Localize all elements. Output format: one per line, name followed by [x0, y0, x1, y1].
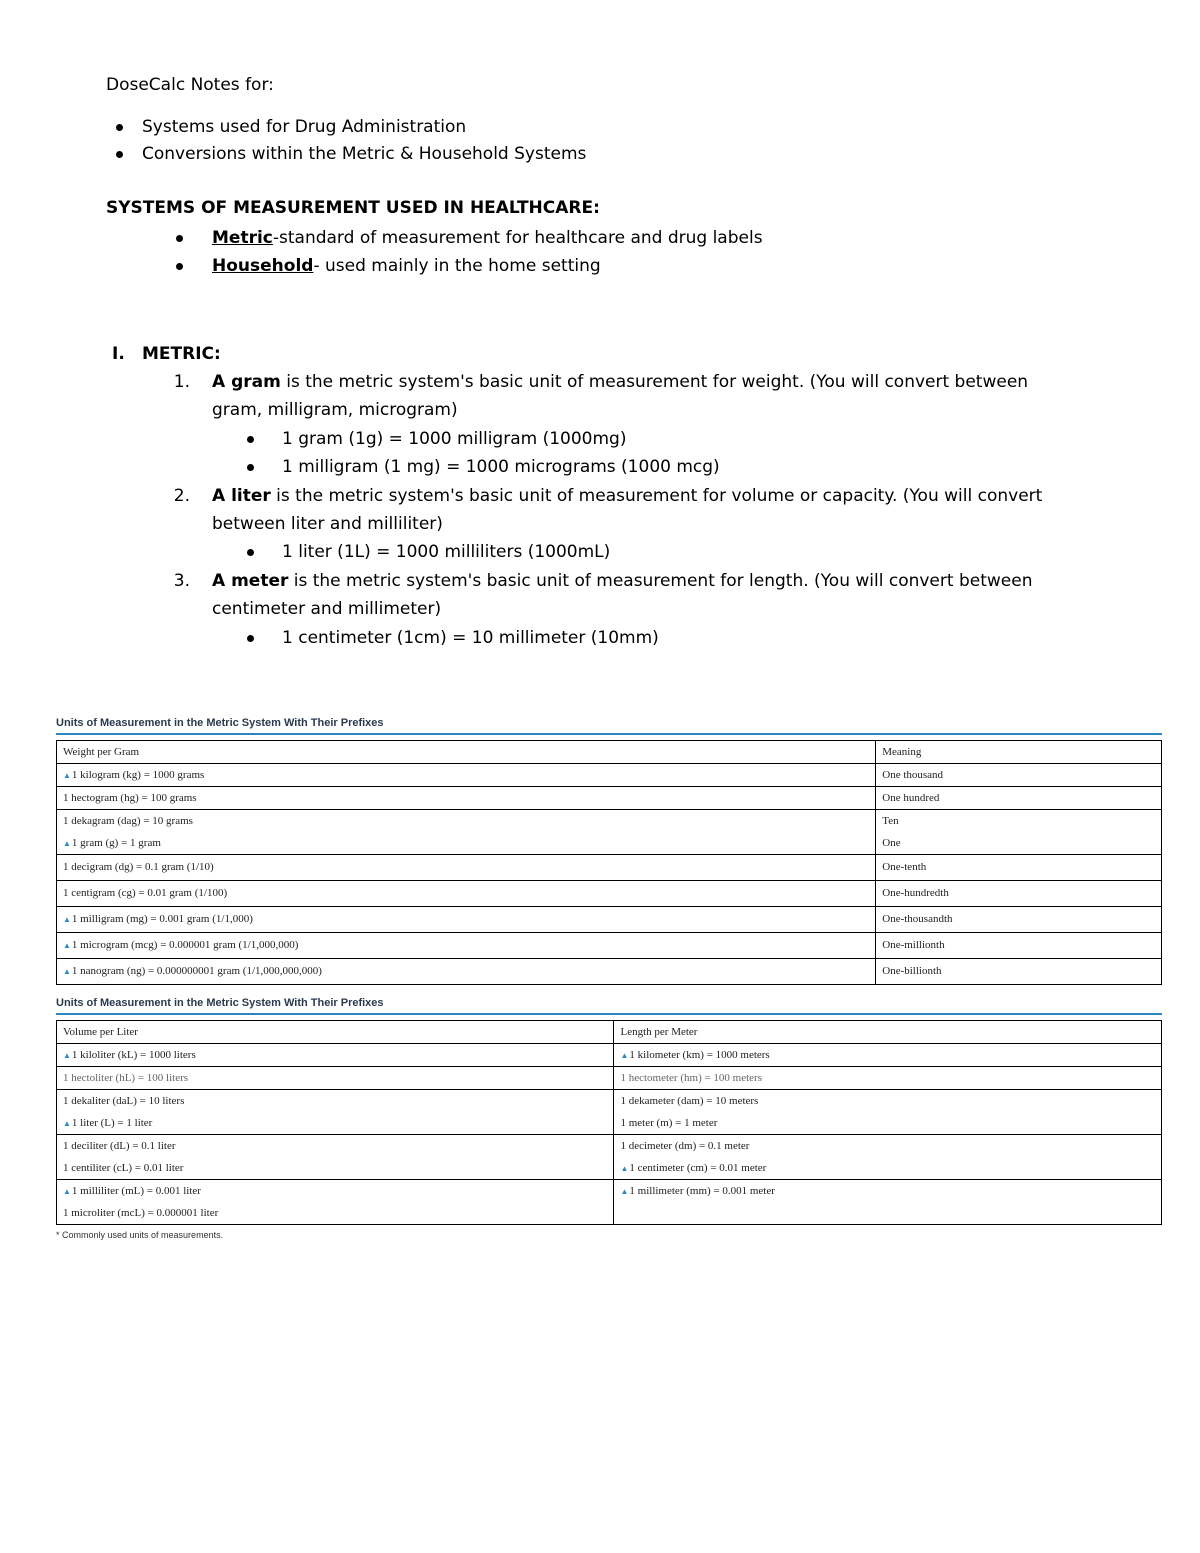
- conversion-line: 1 gram (1g) = 1000 milligram (1000mg): [282, 429, 627, 449]
- section-numeral: I.: [112, 344, 125, 364]
- table-cell: 1 hectometer (hm) = 100 meters: [620, 1072, 763, 1084]
- common-unit-marker-icon: ▲: [63, 967, 71, 976]
- metric-item-line: centimeter and millimeter): [212, 599, 442, 619]
- table-cell: 1 hectoliter (hL) = 100 liters: [63, 1072, 189, 1084]
- table-cell: 1 microliter (mcL) = 0.000001 liter: [63, 1207, 219, 1219]
- table-cell: 1 centimeter (cm) = 0.01 meter: [629, 1162, 767, 1174]
- table-cell: One thousand: [882, 769, 944, 781]
- systems-term: Metric: [212, 228, 273, 248]
- table-cell: One-billionth: [882, 965, 942, 977]
- conversion-line: 1 liter (1L) = 1000 milliliters (1000mL): [282, 542, 611, 562]
- table-cell: One-tenth: [882, 861, 927, 873]
- table-cell: 1 decimeter (dm) = 0.1 meter: [620, 1140, 750, 1152]
- systems-term: Household: [212, 256, 314, 276]
- table-row: [57, 1044, 1162, 1067]
- table-row: [57, 1067, 1162, 1090]
- common-unit-marker-icon: ▲: [63, 839, 71, 848]
- column-header: Length per Meter: [620, 1026, 698, 1038]
- table-cell: Ten: [882, 815, 899, 827]
- conversion-line: 1 milligram (1 mg) = 1000 micrograms (1000 mcg): [282, 457, 720, 477]
- table2-rule: [56, 1013, 1162, 1015]
- table-cell: 1 gram (g) = 1 gram: [71, 837, 161, 849]
- table-row: [57, 881, 1162, 907]
- table-row: [57, 787, 1162, 810]
- table-cell: 1 kilometer (km) = 1000 meters: [629, 1049, 770, 1061]
- metric-text: is the metric system's basic unit of measurement for length. (You will convert between: [288, 571, 1033, 591]
- table-cell: 1 liter (L) = 1 liter: [71, 1117, 153, 1129]
- common-unit-marker-icon: ▲: [620, 1051, 629, 1060]
- volume-length-table: [56, 1020, 1162, 1225]
- table-cell: [620, 1202, 1155, 1224]
- table-cell: One-millionth: [882, 939, 945, 951]
- systems-item: [212, 228, 763, 248]
- common-unit-marker-icon: ▲: [620, 1164, 629, 1173]
- bullet-icon: [247, 436, 254, 443]
- common-unit-marker-icon: ▲: [63, 1187, 71, 1196]
- column-header: Volume per Liter: [63, 1026, 138, 1038]
- common-unit-marker-icon: ▲: [63, 915, 71, 924]
- common-unit-marker-icon: ▲: [620, 1187, 629, 1196]
- bullet-icon: [247, 549, 254, 556]
- bullet-icon: [116, 151, 123, 158]
- column-header: Weight per Gram: [63, 746, 140, 758]
- metric-term: A meter: [212, 571, 289, 591]
- header-bullet: Systems used for Drug Administration: [142, 117, 467, 137]
- table-cell: 1 millimeter (mm) = 0.001 meter: [629, 1185, 775, 1197]
- table-cell: 1 nanogram (ng) = 0.000000001 gram (1/1,000,000,000): [71, 965, 322, 977]
- item-number: 1.: [173, 372, 190, 392]
- metric-item-line: [212, 372, 1028, 392]
- metric-item-line: between liter and milliliter): [212, 514, 443, 534]
- metric-item-line: [212, 486, 1042, 506]
- table-header-row: [57, 1021, 1162, 1044]
- table-row: [57, 1090, 1162, 1135]
- table-row: [57, 1135, 1162, 1180]
- metric-item-line: [212, 571, 1032, 591]
- table-cell: 1 dekagram (dag) = 10 grams: [63, 815, 193, 827]
- systems-heading: SYSTEMS OF MEASUREMENT USED IN HEALTHCARE:: [106, 198, 600, 218]
- table2-title: Units of Measurement in the Metric System With Their Prefixes: [56, 997, 384, 1009]
- table-row: [57, 764, 1162, 787]
- item-number: 2.: [173, 486, 190, 506]
- table-row: [57, 810, 1162, 855]
- table-footnote: * Commonly used units of measurements.: [56, 1230, 224, 1240]
- metric-item-line: gram, milligram, microgram): [212, 400, 458, 420]
- doc-title: DoseCalc Notes for:: [106, 75, 274, 95]
- table-cell: 1 kiloliter (kL) = 1000 liters: [71, 1049, 196, 1061]
- systems-item: [212, 256, 601, 276]
- metric-term: A gram: [212, 372, 281, 392]
- table-row: [57, 907, 1162, 933]
- metric-text: is the metric system's basic unit of measurement for weight. (You will convert between: [280, 372, 1029, 392]
- table-row: [57, 1180, 1162, 1225]
- table-row: [57, 933, 1162, 959]
- common-unit-marker-icon: ▲: [63, 1119, 71, 1128]
- common-unit-marker-icon: ▲: [63, 941, 71, 950]
- table-cell: 1 microgram (mcg) = 0.000001 gram (1/1,000,000): [71, 939, 299, 951]
- table-cell: 1 kilogram (kg) = 1000 grams: [71, 769, 205, 781]
- metric-text: is the metric system's basic unit of measurement for volume or capacity. (You will convert: [270, 486, 1043, 506]
- table-cell: One-thousandth: [882, 913, 953, 925]
- table1-title: Units of Measurement in the Metric System With Their Prefixes: [56, 717, 384, 729]
- systems-text: -standard of measurement for healthcare and drug labels: [272, 228, 763, 248]
- item-number: 3.: [173, 571, 190, 591]
- conversion-line: 1 centimeter (1cm) = 10 millimeter (10mm): [282, 628, 659, 648]
- table-cell: 1 decigram (dg) = 0.1 gram (1/10): [63, 861, 214, 873]
- section-heading: METRIC:: [142, 344, 221, 364]
- table-cell: 1 centigram (cg) = 0.01 gram (1/100): [63, 887, 228, 899]
- weight-table: [56, 740, 1162, 985]
- table-cell: 1 centiliter (cL) = 0.01 liter: [63, 1162, 184, 1174]
- bullet-icon: [247, 635, 254, 642]
- table-cell: 1 deciliter (dL) = 0.1 liter: [63, 1140, 176, 1152]
- bullet-icon: [247, 464, 254, 471]
- table-cell: 1 milliliter (mL) = 0.001 liter: [71, 1185, 201, 1197]
- bullet-icon: [176, 263, 183, 270]
- table-cell: 1 milligram (mg) = 0.001 gram (1/1,000): [71, 913, 253, 925]
- table-cell: 1 dekaliter (daL) = 10 liters: [63, 1095, 185, 1107]
- bullet-icon: [116, 124, 123, 131]
- column-header: Meaning: [882, 746, 922, 758]
- common-unit-marker-icon: ▲: [63, 1051, 71, 1060]
- systems-text: - used mainly in the home setting: [313, 256, 601, 276]
- table-cell: One hundred: [882, 792, 940, 804]
- table-cell: 1 meter (m) = 1 meter: [620, 1117, 718, 1129]
- table-row: [57, 855, 1162, 881]
- header-bullet: Conversions within the Metric & Household Systems: [142, 144, 587, 164]
- metric-term: A liter: [212, 486, 271, 506]
- table-row: [57, 959, 1162, 985]
- table-cell: 1 hectogram (hg) = 100 grams: [63, 792, 197, 804]
- table-cell: 1 dekameter (dam) = 10 meters: [620, 1095, 759, 1107]
- common-unit-marker-icon: ▲: [63, 771, 71, 780]
- bullet-icon: [176, 235, 183, 242]
- table-cell: One: [882, 837, 901, 849]
- table-cell: One-hundredth: [882, 887, 949, 899]
- table-header-row: [57, 741, 1162, 764]
- table1-rule: [56, 733, 1162, 735]
